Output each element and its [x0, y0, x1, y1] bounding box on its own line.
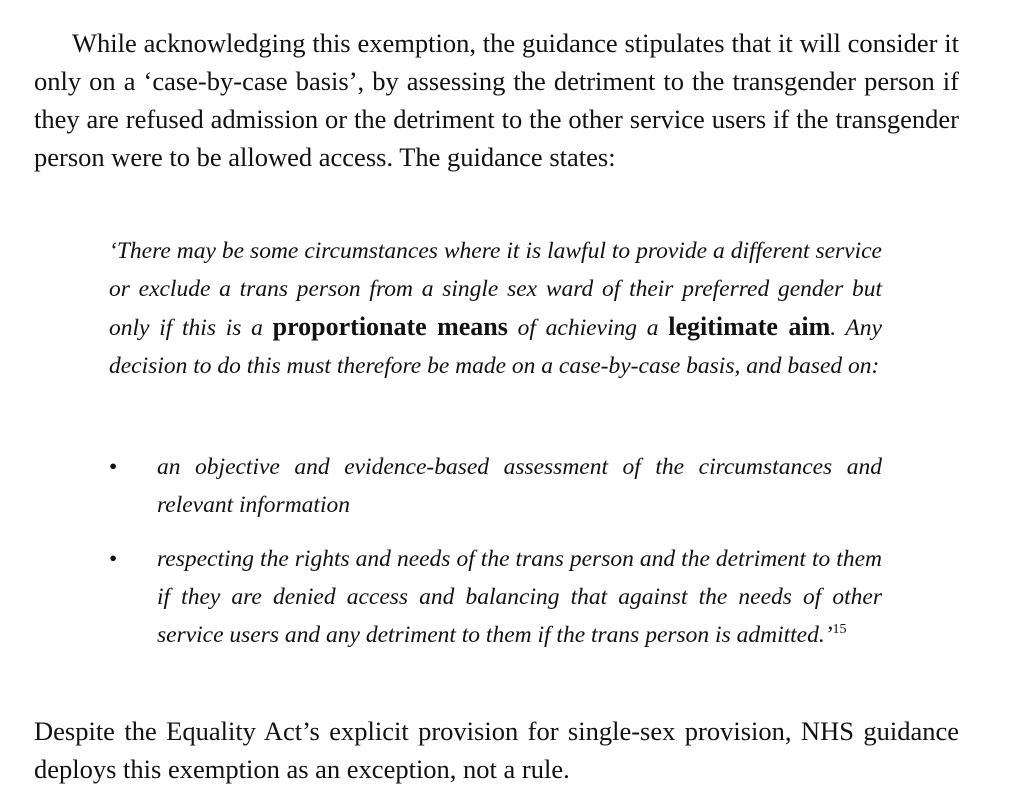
quote-text-end: . Any decision to do this must therefore be made on a case-by-case basis, and based on:	[109, 315, 882, 379]
footnote-marker[interactable]: 15	[832, 622, 847, 637]
bullet-icon: •	[109, 546, 118, 572]
quote-bold-proportionate-means: proportionate means	[272, 312, 508, 341]
quote-text-middle: of achieving a	[507, 315, 669, 341]
quote-bullet-list	[109, 448, 882, 670]
block-quote	[109, 232, 882, 385]
bullet-text: an objective and evidence-based assessment of the circumstances and relevant information	[157, 454, 882, 518]
bullet-text: respecting the rights and needs of the trans person and the detriment to them if they are denied access and balancing that against the needs of other service users and any detriment to them if the trans person is admitted.’	[157, 546, 882, 648]
body-paragraph-conclusion: Despite the Equality Act’s explicit provision for single-sex provision, NHS guidance deploys this exemption as an exception, not a rule.	[34, 716, 959, 784]
quote-bold-legitimate-aim: legitimate aim	[668, 312, 831, 341]
quote-text-start: ‘There may be some circumstances where it is lawful to provide a different service or exclude a trans person from a single sex ward of their preferred gender but only if this is a	[109, 238, 882, 341]
quote-bullet-item	[109, 540, 882, 654]
bullet-icon: •	[109, 454, 118, 480]
body-paragraph-intro: While acknowledging this exemption, the guidance stipulates that it will consider it only on a ‘case-by-case basis’, by assessing the detriment to the transgender person if they are refused admission or the detriment to the other service users if the transgender person were to be allowed access. The guidance states:	[34, 28, 959, 172]
quote-bullet-item	[109, 448, 882, 524]
